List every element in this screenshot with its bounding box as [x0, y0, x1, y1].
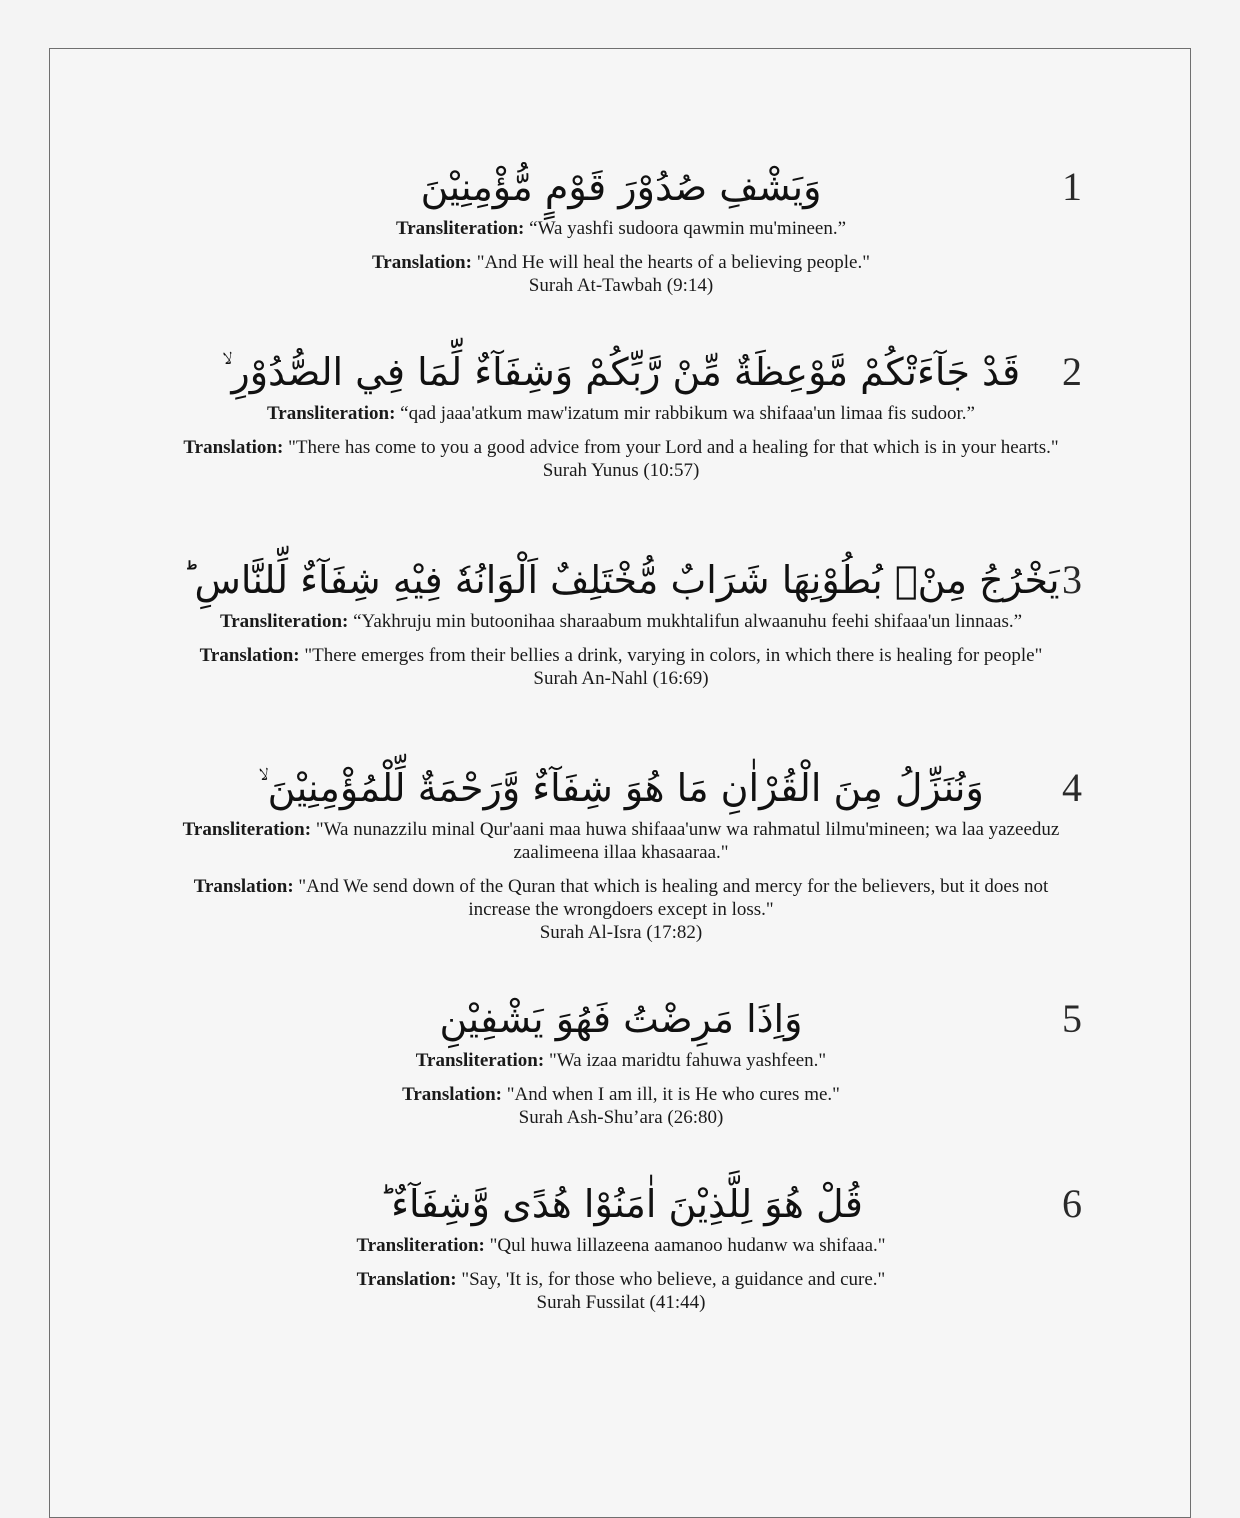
transliteration-text: “Yakhruju min butoonihaa sharaabum mukhtalifun alwaanuhu feehi shifaaa'un linnaas.” — [353, 611, 1023, 632]
arabic-text: وَاِذَا مَرِضْتُ فَهُوَ يَشْفِيْنِ — [439, 997, 803, 1041]
surah-reference: Surah Fussilat (41:44) — [536, 1292, 706, 1313]
transliteration-label: Transliteration: — [267, 403, 396, 424]
surah-reference: Surah An-Nahl (16:69) — [533, 668, 709, 689]
translation-line — [171, 1083, 1071, 1106]
translation-line — [171, 251, 1071, 274]
translation-label: Translation: — [183, 437, 284, 458]
surah-reference: Surah Ash-Shu’ara (26:80) — [518, 1107, 724, 1128]
transliteration-text: “qad jaaa'atkum maw'izatum mir rabbikum wa shifaaa'un limaa fis sudoor.” — [400, 403, 975, 424]
verse-number: 2 — [1062, 349, 1082, 394]
transliteration-text: "Wa nunazzilu minal Qur'aani maa huwa shifaaa'unw wa rahmatul lilmu'mineen; wa laa yazeeduz zaalimeena illaa khasaaraa." — [315, 819, 1060, 863]
arabic-text: قُلْ هُوَ لِلَّذِيْنَ اٰمَنُوْا هُدًى وَّشِفَآءٌ ؕ — [379, 1182, 863, 1226]
translation-text: "And We send down of the Quran that which is healing and mercy for the believers, but it does not increase the wrongdoers except in loss." — [298, 876, 1049, 920]
verse-5 — [50, 993, 1192, 1129]
verse-3 — [50, 554, 1192, 690]
arabic-text: وَيَشْفِ صُدُوْرَ قَوْمٍ مُّؤْمِنِيْنَ — [420, 165, 822, 209]
arabic-text: وَنُنَزِّلُ مِنَ الْقُرْاٰنِ مَا هُوَ شِفَآءٌ وَّرَحْمَةٌ لِّلْمُؤْمِنِيْنَ ۙ — [258, 766, 984, 810]
translation-line — [171, 875, 1071, 921]
translation-label: Translation: — [356, 1269, 457, 1290]
translation-label: Translation: — [193, 876, 294, 897]
translation-text: "Say, 'It is, for those who believe, a guidance and cure." — [461, 1269, 886, 1290]
translation-text: "There has come to you a good advice from your Lord and a healing for that which is in your hearts." — [288, 437, 1059, 458]
verse-number: 1 — [1062, 164, 1082, 209]
arabic-text: قَدْ جَآءَتْكُمْ مَّوْعِظَةٌ مِّنْ رَّبِّكُمْ وَشِفَآءٌ لِّمَا فِي الصُّدُوْرِ ۙ — [221, 350, 1021, 394]
surah-reference: Surah Al-Isra (17:82) — [539, 922, 703, 943]
translation-label: Translation: — [402, 1084, 502, 1105]
verse-6 — [50, 1178, 1192, 1314]
translation-label: Translation: — [199, 645, 300, 666]
translation-line — [171, 644, 1071, 667]
transliteration-text: "Wa izaa maridtu fahuwa yashfeen." — [548, 1050, 827, 1071]
surah-reference: Surah At-Tawbah (9:14) — [528, 275, 714, 296]
translation-line — [171, 436, 1071, 459]
transliteration-label: Transliteration: — [395, 218, 525, 239]
translation-label: Translation: — [372, 252, 472, 273]
verse-number: 5 — [1062, 996, 1082, 1041]
page-frame — [49, 48, 1191, 1518]
transliteration-label: Transliteration: — [182, 819, 312, 840]
verse-number: 3 — [1062, 557, 1082, 602]
verse-2 — [50, 346, 1192, 482]
transliteration-line — [171, 610, 1071, 633]
verse-1 — [50, 161, 1192, 297]
transliteration-text: "Qul huwa lillazeena aamanoo hudanw wa shifaaa." — [489, 1235, 886, 1256]
transliteration-label: Transliteration: — [356, 1235, 485, 1256]
translation-text: "And He will heal the hearts of a believing people." — [476, 252, 870, 273]
verse-number: 4 — [1062, 765, 1082, 810]
transliteration-line — [171, 818, 1071, 864]
translation-text: "And when I am ill, it is He who cures me." — [506, 1084, 840, 1105]
translation-text: "There emerges from their bellies a drink, varying in colors, in which there is healing for people" — [304, 645, 1043, 666]
transliteration-line — [171, 1049, 1071, 1072]
verse-number: 6 — [1062, 1181, 1082, 1226]
transliteration-label: Transliteration: — [219, 611, 349, 632]
transliteration-line — [171, 402, 1071, 425]
translation-line — [171, 1268, 1071, 1291]
surah-reference: Surah Yunus (10:57) — [542, 460, 700, 481]
arabic-text: يَخْرُجُ مِنْۢ بُطُوْنِهَا شَرَابٌ مُّخْتَلِفٌ اَلْوَانُهٗ فِيْهِ شِفَآءٌ لِّلنَّاسِ ؕ — [182, 558, 1060, 602]
transliteration-line — [171, 217, 1071, 240]
verse-4 — [50, 762, 1192, 944]
transliteration-line — [171, 1234, 1071, 1257]
transliteration-label: Transliteration: — [415, 1050, 545, 1071]
transliteration-text: “Wa yashfi sudoora qawmin mu'mineen.” — [529, 218, 847, 239]
